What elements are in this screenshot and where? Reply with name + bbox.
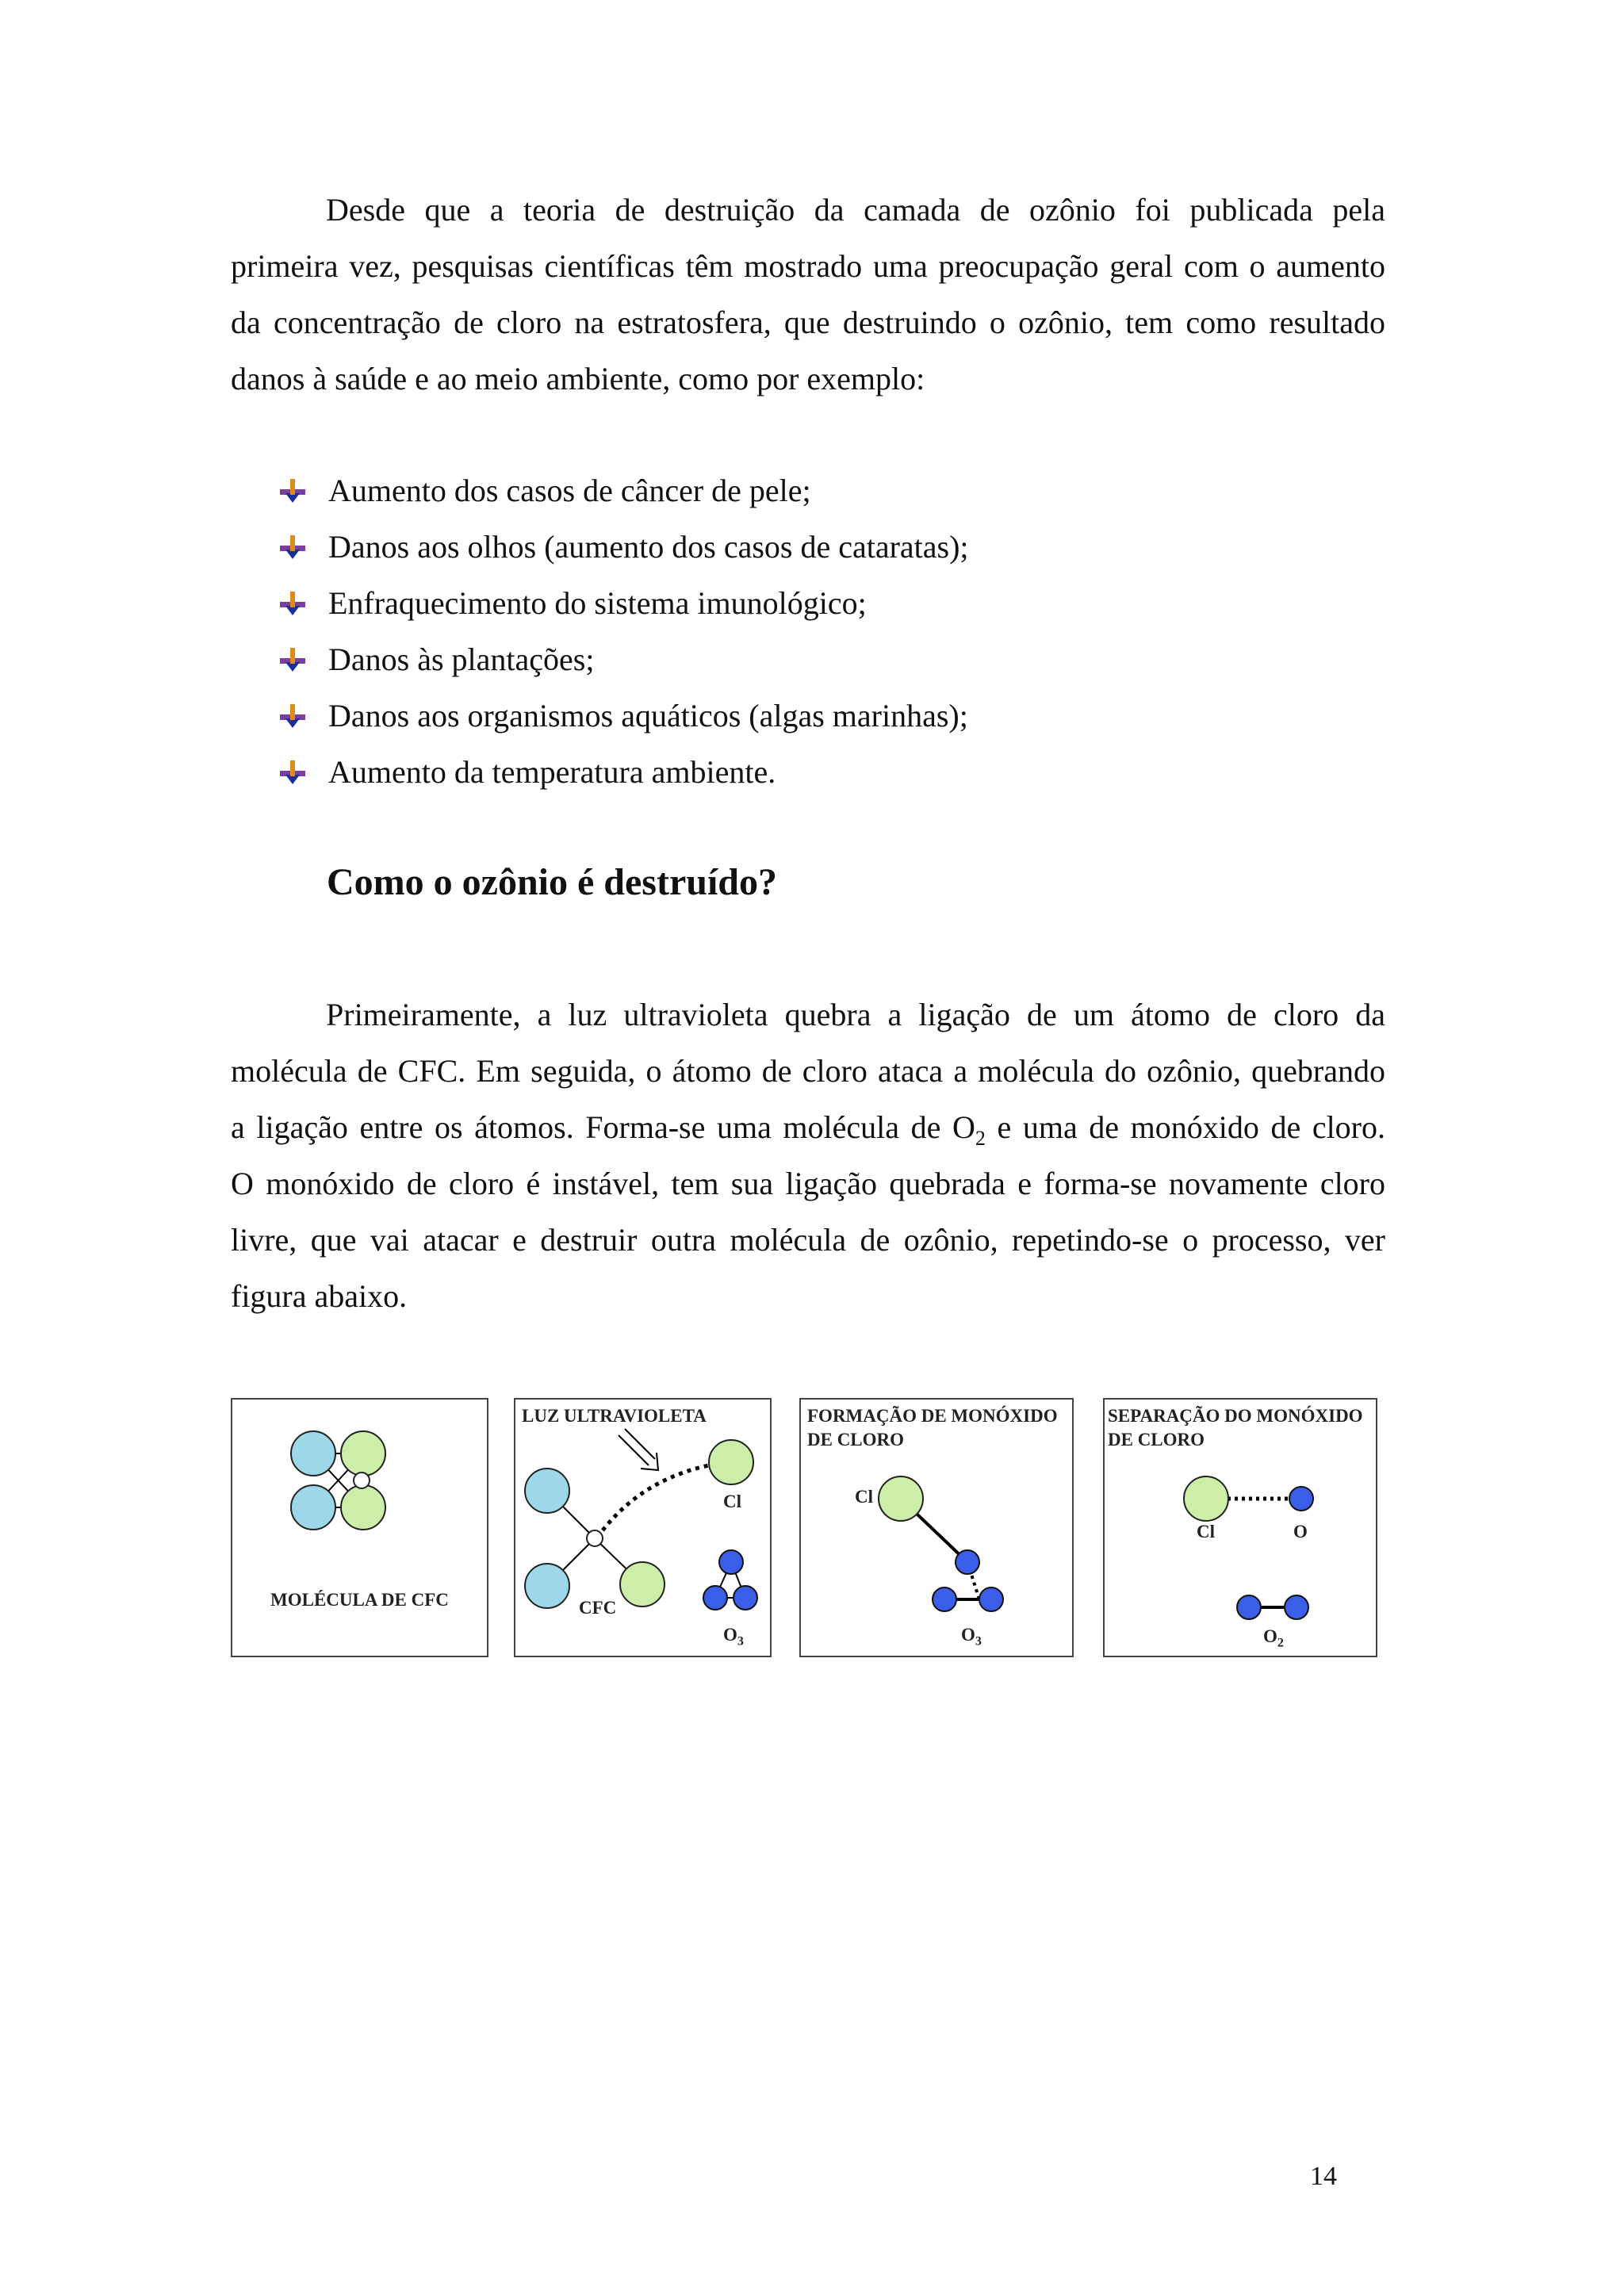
list-item — [279, 519, 969, 575]
chlorine-label: Cl — [1197, 1522, 1215, 1541]
text-line: a ligação entre os átomos. Forma-se uma molécula de $O_2$ e uma de monóxido de cloro. — [231, 1109, 1386, 1150]
panel-label: MOLÉCULA DE CFC — [270, 1590, 449, 1610]
ozone-label: $O_3$ — [723, 1625, 744, 1649]
chlorine-label: Cl — [855, 1487, 873, 1507]
arrow-down-bullet-icon — [279, 477, 306, 504]
carbon-atom — [354, 1473, 370, 1488]
cfc-molecule-diagram — [232, 1400, 490, 1659]
list-item-text: Enfraquecimento do sistema imunológico; — [328, 585, 867, 621]
panel-title-line1: SEPARAÇÃO DO MONÓXIDO — [1108, 1406, 1363, 1426]
arrow-down-bullet-icon — [279, 534, 306, 561]
list-item — [279, 631, 969, 687]
list-item-text: Aumento dos casos de câncer de pele; — [328, 473, 811, 508]
chlorine-atom — [341, 1485, 385, 1530]
panel-title: LUZ ULTRAVIOLETA — [522, 1406, 707, 1426]
list-item — [279, 744, 969, 800]
oxygen-atom — [956, 1550, 979, 1574]
text-line: molécula de CFC. Em seguida, o átomo de cloro ataca a molécula do ozônio, quebrando — [231, 1053, 1385, 1089]
chlorine-atom — [879, 1476, 923, 1521]
list-item-text: Aumento da temperatura ambiente. — [328, 754, 776, 790]
o2-label: $O_2$ — [1263, 1626, 1284, 1650]
text-line: O monóxido de cloro é instável, tem sua ligação quebrada e forma-se novamente cloro — [231, 1166, 1385, 1201]
fluorine-atom — [291, 1431, 335, 1476]
fluorine-atom — [291, 1485, 335, 1530]
figure-panel-chlorine-monoxide-formation — [799, 1398, 1074, 1657]
text-line: livre, que vai atacar e destruir outra molécula de ozônio, repetindo-se o processo, ver — [231, 1222, 1385, 1258]
chlorine-atom — [341, 1431, 385, 1476]
section-heading: Como o ozônio é destruído? — [327, 861, 777, 903]
panel-title-line1: FORMAÇÃO DE MONÓXIDO — [807, 1406, 1058, 1426]
figure-panel-uv-light — [514, 1398, 772, 1657]
list-item — [279, 462, 969, 519]
arrow-down-bullet-icon — [279, 590, 306, 617]
oxygen-label: O — [1293, 1522, 1308, 1541]
list-item — [279, 575, 969, 631]
ozone-label: $O_3$ — [961, 1625, 982, 1649]
figure-panel-cfc-molecule — [231, 1398, 488, 1657]
oxygen-atom — [933, 1587, 956, 1611]
intro-paragraph — [231, 182, 1385, 407]
arrow-down-bullet-icon — [279, 703, 306, 730]
arrow-down-bullet-icon — [279, 646, 306, 673]
effects-list — [279, 462, 969, 800]
panel-title-line2: DE CLORO — [1108, 1430, 1205, 1450]
oxygen-atom — [1289, 1487, 1313, 1511]
oxygen-atom — [1237, 1595, 1261, 1619]
list-item-text: Danos aos organismos aquáticos (algas marinhas); — [328, 698, 968, 733]
oxygen-atom — [979, 1587, 1003, 1611]
cfc-label: CFC — [579, 1598, 617, 1618]
chlorine-atom — [709, 1440, 753, 1484]
arrow-down-bullet-icon — [279, 759, 306, 786]
text-line: primeira vez, pesquisas científicas têm mostrado uma preocupação geral com o aumento — [231, 248, 1385, 284]
process-paragraph — [231, 986, 1385, 1324]
oxygen-atom — [719, 1550, 743, 1574]
figure-panel-chlorine-monoxide-separation — [1103, 1398, 1377, 1657]
chlorine-label: Cl — [723, 1492, 741, 1511]
oxygen-atom — [703, 1586, 727, 1610]
list-item-text: Danos aos olhos (aumento dos casos de cataratas); — [328, 529, 969, 565]
uv-arrow-icon — [619, 1429, 658, 1470]
text-line: Desde que a teoria de destruição da camada de ozônio foi publicada pela — [326, 192, 1385, 228]
panel-title-line2: DE CLORO — [807, 1430, 905, 1450]
text-line: Primeiramente, a luz ultravioleta quebra a ligação de um átomo de cloro da — [326, 997, 1385, 1032]
uv-light-diagram — [515, 1400, 773, 1659]
oxygen-atom — [1285, 1595, 1308, 1619]
oxygen-atom — [733, 1586, 757, 1610]
list-item — [279, 687, 969, 744]
text-line: danos à saúde e ao meio ambiente, como por exemplo: — [231, 361, 925, 396]
page-number: 14 — [1310, 2162, 1337, 2191]
text-line: figura abaixo. — [231, 1278, 408, 1314]
text-line: da concentração de cloro na estratosfera, que destruindo o ozônio, tem como resultado — [231, 304, 1385, 340]
list-item-text: Danos às plantações; — [328, 641, 595, 677]
chlorine-atom — [1184, 1476, 1228, 1521]
